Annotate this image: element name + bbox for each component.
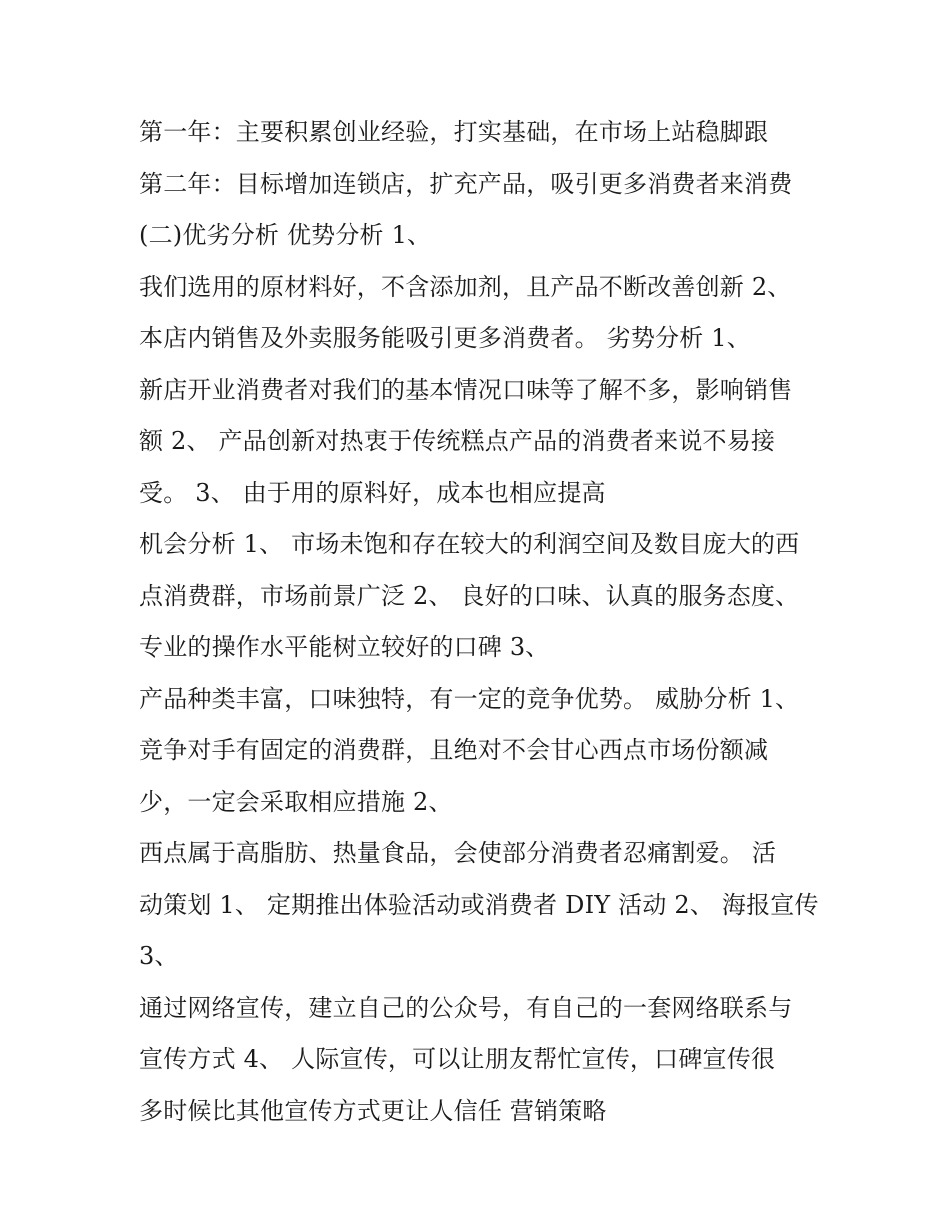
text-line: 西点属于高脂肪、热量食品，会使部分消费者忍痛割爱。 活 [139, 839, 777, 867]
text-line: 机会分析 1、 市场未饱和存在较大的利润空间及数目庞大的西 [139, 530, 800, 558]
text-line: 我们选用的原材料好，不含添加剂，且产品不断改善创新 2、 [139, 272, 792, 301]
text-line: 额 2、 产品创新对热衷于传统糕点产品的消费者来说不易接 [139, 427, 776, 455]
text-line: 多时候比其他宣传方式更让人信任 营销策略 [139, 1096, 607, 1125]
text-line: 少，一定会采取相应措施 2、 [139, 787, 453, 816]
text-line: 本店内销售及外卖服务能吸引更多消费者。 劣势分析 1、 [139, 324, 751, 352]
text-line: 受。 3、 由于用的原料好，成本也相应提高 [139, 478, 606, 507]
document-body [139, 107, 829, 1137]
text-line: 通过网络宣传，建立自己的公众号，有自己的一套网络联系与 [139, 993, 793, 1022]
text-line: 第一年：主要积累创业经验，打实基础，在市场上站稳脚跟 [139, 118, 769, 146]
text-line: 点消费群，市场前景广泛 2、 良好的口味、认真的服务态度、 [139, 581, 800, 610]
text-line: 宣传方式 4、 人际宣传，可以让朋友帮忙宣传，口碑宣传很 [139, 1045, 776, 1073]
text-line: 产品种类丰富，口味独特，有一定的竞争优势。 威胁分析 1、 [139, 684, 800, 713]
text-line: 新店开业消费者对我们的基本情况口味等了解不多，影响销售 [139, 375, 793, 404]
text-line: 竞争对手有固定的消费群，且绝对不会甘心西点市场份额减 [139, 736, 769, 764]
text-line: (二)优劣分析 优势分析 1、 [139, 221, 432, 249]
text-line: 第二年：目标增加连锁店，扩充产品，吸引更多消费者来消费 [139, 169, 793, 198]
text-line: 动策划 1、 定期推出体验活动或消费者 DIY 活动 2、 海报宣传 [139, 890, 819, 919]
text-line: 3、 [139, 942, 179, 970]
text-line: 专业的操作水平能树立较好的口碑 3、 [139, 633, 550, 661]
